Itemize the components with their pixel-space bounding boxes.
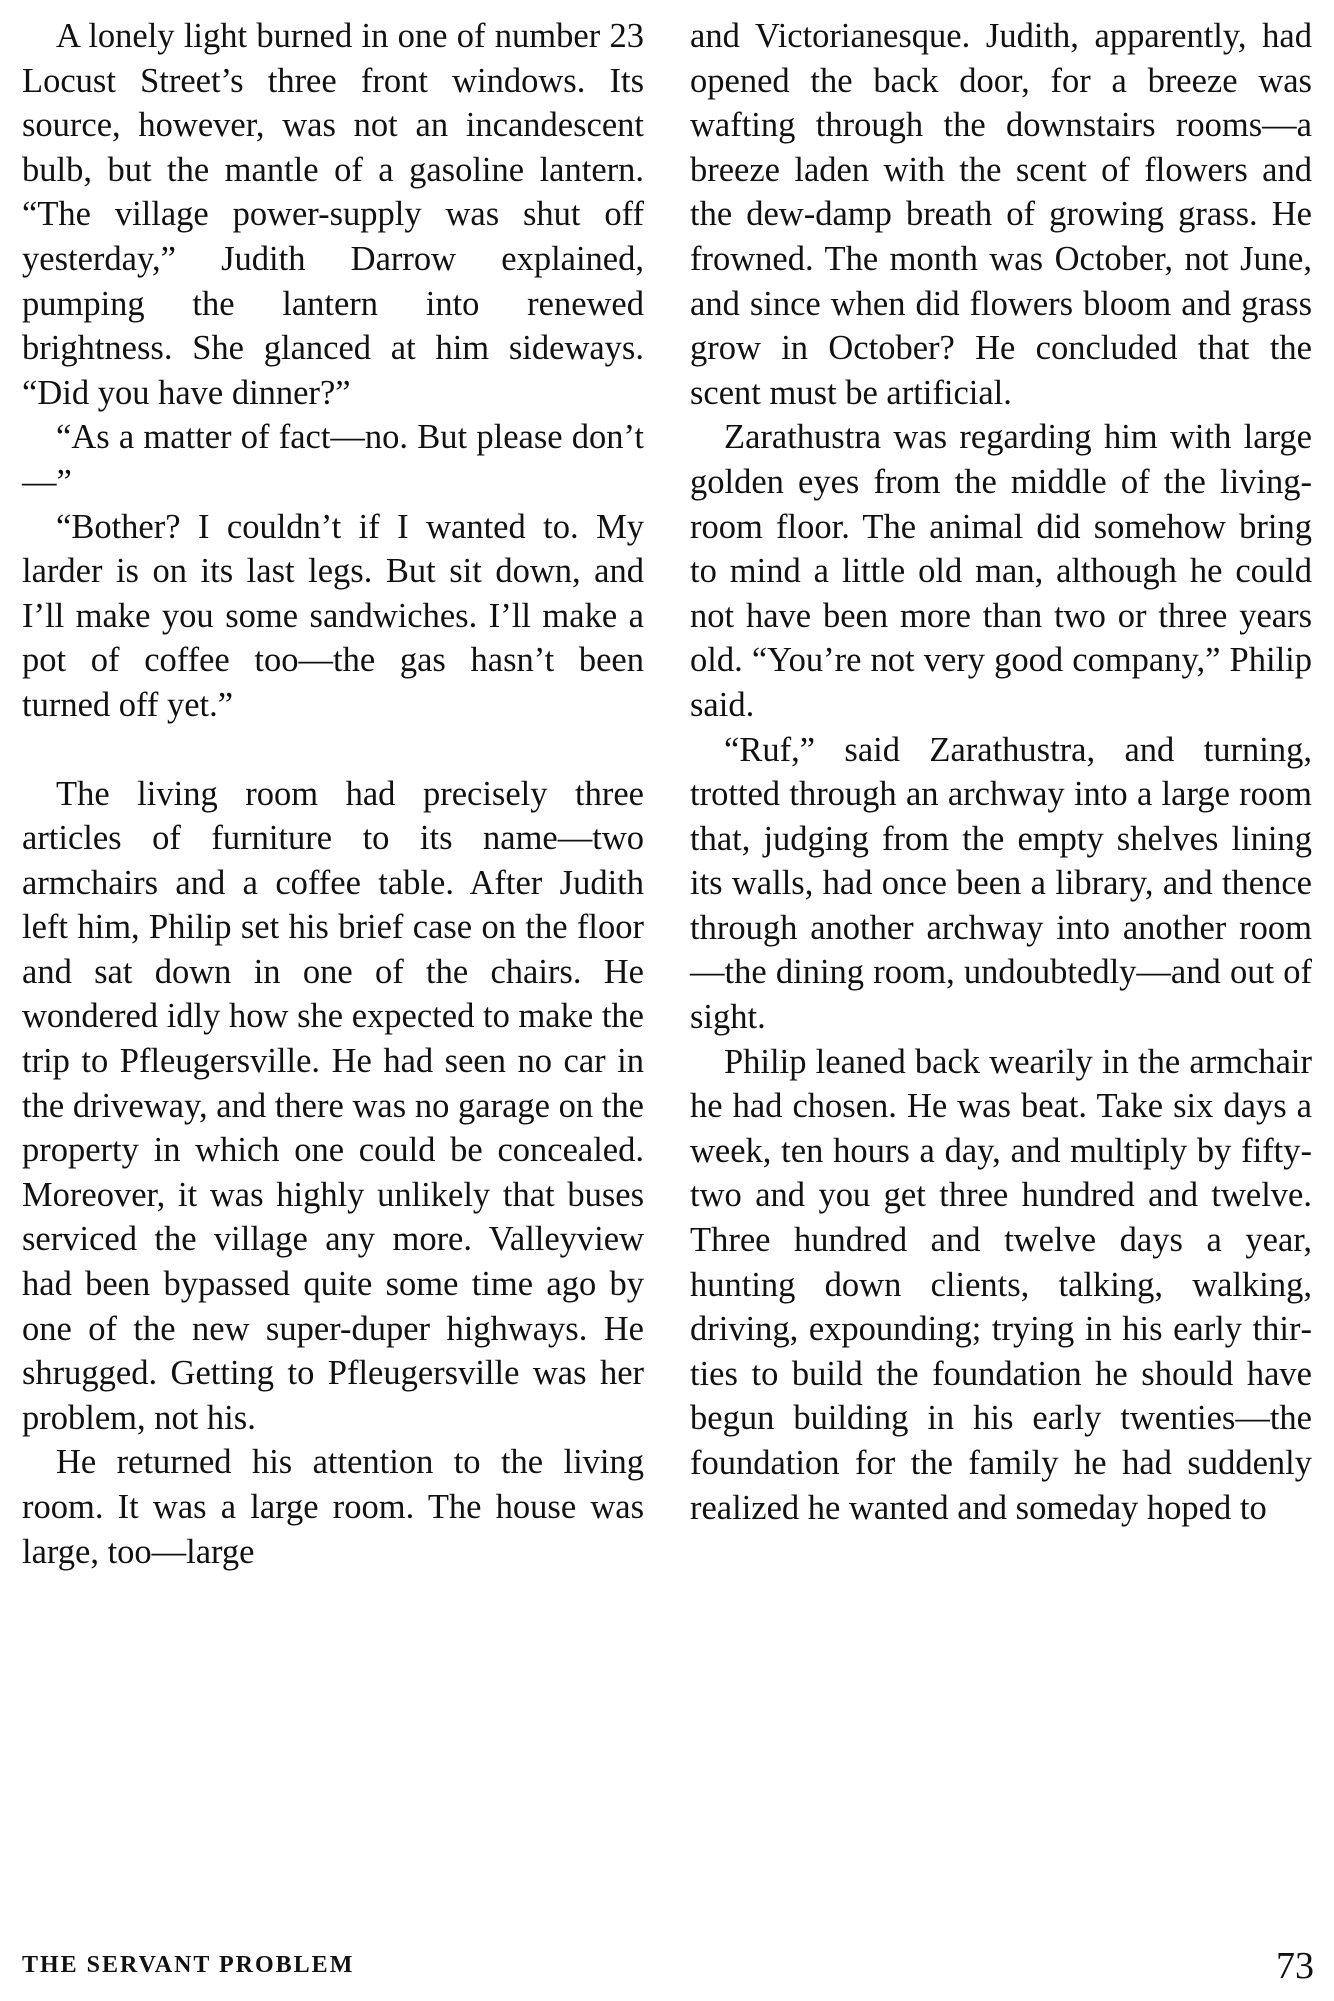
- page-number: 73: [1276, 1945, 1314, 1987]
- left-text-column: [22, 14, 644, 1574]
- paragraph: The living room had precisely three articles of furniture to its name—two armchairs and a coffee table. After Judith left him, Philip set his brief case on the floor and sat down in one of the chairs. He wondered idly how she expected to make the trip to Pfleugersville. He had seen no car in the driveway, and there was no garage on the property in which one could be concealed. Moreover, it was highly unlikely that buses serviced the village any more. Valleyview had been bypassed quite some time ago by one of the new super-duper highways. He shrugged. Getting to Pfleugersville was her problem, not his.: [22, 774, 644, 1437]
- paragraph: “Ruf,” said Zarathustra, and turning, trotted through an archway into a large room that, judging from the empty shelves lining its walls, had once been a library, and thence through another archway into another room—the dining room, undoubtedly—and out of sight.: [690, 730, 1312, 1037]
- page-footer: [22, 1945, 1314, 1988]
- paragraph: “As a matter of fact—no. But please don’t—”: [22, 418, 644, 501]
- paragraph: Philip leaned back wearily in the armchair he had chosen. He was beat. Take six days a week, ten hours a day, and multiply by fifty-two and you get three hundred and twelve. Three hundred and twelve days a year, hunting down clients, talking, walking, driving, expounding; trying in his early thirties to build the foundation he should have begun building in his early twenties—the foundation for the family he had suddenly realized he wanted and someday hoped to: [690, 1042, 1312, 1527]
- paragraph: Zarathustra was regarding him with large golden eyes from the middle of the living-room floor. The animal did somehow bring to mind a little old man, although he could not have been more than two or three years old. “You’re not very good company,” Philip said.: [690, 418, 1312, 724]
- paragraph: A lonely light burned in one of number 23 Locust Street’s three front windows. Its source, however, was not an incandescent bulb, but the mantle of a gasoline lantern. “The village power-supply was shut off yesterday,” Judith Darrow explained, pumping the lantern into renewed brightness. She glanced at him sideways. “Did you have dinner?”: [22, 17, 644, 412]
- paragraph: and Victorianesque. Judith, apparently, had opened the back door, for a breeze was wafting through the downstairs rooms—a breeze laden with the scent of flowers and the dew-damp breath of growing grass. He frowned. The month was October, not June, and since when did flowers bloom and grass grow in October? He concluded that the scent must be artificial.: [690, 17, 1312, 412]
- paragraph: He returned his attention to the living room. It was a large room. The house was large, too—large: [22, 1443, 644, 1571]
- running-title: THE SERVANT PROBLEM: [22, 1952, 355, 1978]
- paragraph: “Bother? I couldn’t if I wanted to. My larder is on its last legs. But sit down, and I’ll make you some sandwiches. I’ll make a pot of coffee too—the gas hasn’t been turned off yet.”: [22, 507, 644, 724]
- right-text-column: [690, 14, 1312, 1530]
